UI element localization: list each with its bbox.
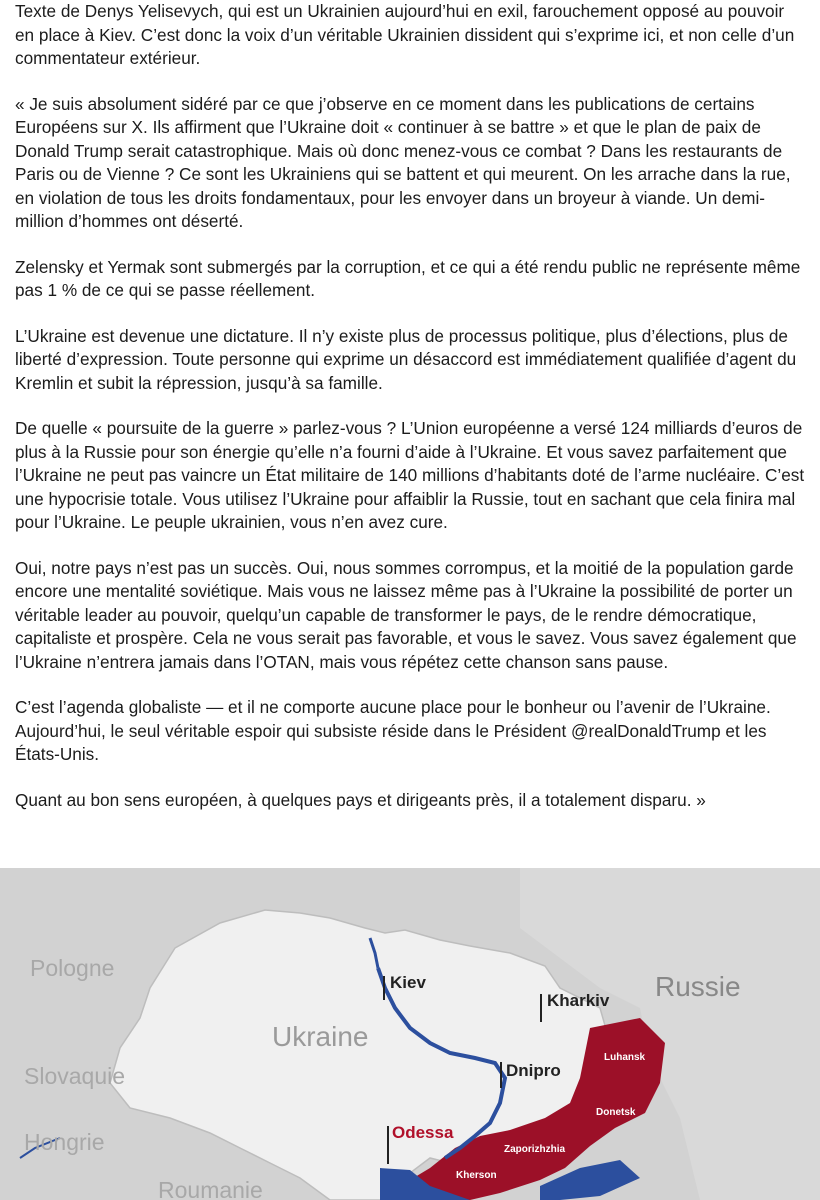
map-svg [0, 868, 820, 1200]
label-hungary: Hongrie [24, 1129, 105, 1155]
post-paragraph-quote-1: « Je suis absolument sidéré par ce que j’observe en ce moment dans les publications de certains Européens sur X. Ils affirment que l’Ukraine doit « continuer à se battre » et que le plan de paix de Donald Trump serait catastrophique. Mais où donc menez-vous ce combat ? Dans les restaurants de Paris ou de Vienne ? Ce sont les Ukrainiens qui se battent et qui meurent. On les arrache dans la rue, en violation de tous les droits fondamentaux, pour les envoyer dans un broyeur à viande. Un demi-million d’hommes ont déserté. [15, 93, 791, 231]
label-romania: Roumanie [158, 1177, 263, 1200]
post-paragraph-quote-2: Zelensky et Yermak sont submergés par la corruption, et ce qui a été rendu public ne représente même pas 1 % de ce qui se passe réellement. [15, 256, 801, 300]
post-paragraph-intro: Texte de Denys Yelisevych, qui est un Ukrainien aujourd’hui en exil, farouchement opposé au pouvoir en place à Kiev. C’est donc la voix d’un véritable Ukrainien dissident qui s’exprime ici, et non celle d’un commentateur extérieur. [15, 1, 795, 68]
label-zaporizhzhia: Zaporizhzhia [504, 1144, 566, 1155]
post-body [15, 0, 805, 834]
post-paragraph-quote-3: L’Ukraine est devenue une dictature. Il n’y existe plus de processus politique, plus d’élections, plus de liberté d’expression. Toute personne qui exprime un désaccord est immédiatement qualifiée d’agent du Kremlin et subit la répression, jusqu’à sa famille. [15, 325, 797, 393]
label-luhansk: Luhansk [604, 1052, 646, 1063]
label-odessa: Odessa [392, 1123, 454, 1142]
label-kyiv: Kiev [390, 973, 426, 992]
label-slovakia: Slovaquie [24, 1063, 126, 1089]
label-ukraine: Ukraine [272, 1021, 369, 1052]
label-dnipro: Dnipro [506, 1061, 561, 1080]
post-paragraph-quote-4: De quelle « poursuite de la guerre » parlez-vous ? L’Union européenne a versé 124 milliards d’euros de plus à la Russie pour son énergie qu’elle n’a fourni d’aide à l’Ukraine. Et vous savez parfaitement que l’Ukraine ne peut pas vaincre un État militaire de 140 millions d’habitants doté de l’arme nucléaire. C’est une hypocrisie totale. Vous utilisez l’Ukraine pour affaiblir la Russie, tout en sachant que cela finira mal pour l’Ukraine. Le peuple ukrainien, vous n’en avez cure. [15, 418, 805, 532]
label-kharkiv: Kharkiv [547, 991, 610, 1010]
ukraine-map-image[interactable] [0, 868, 820, 1200]
label-kherson: Kherson [456, 1170, 497, 1181]
post-paragraph-quote-5: Oui, notre pays n’est pas un succès. Oui, nous sommes corrompus, et la moitié de la population garde encore une mentalité soviétique. Mais vous ne laissez même pas à l’Ukraine la possibilité de porter un véritable leader au pouvoir, quelqu’un capable de transformer le pays, de le rendre démocratique, capitaliste et prospère. Cela ne vous serait pas favorable, et vous le savez. Vous savez également que l’Ukraine n’entrera jamais dans l’OTAN, mais vous répétez cette chanson sans pause. [15, 557, 797, 672]
post-paragraph-quote-6: C’est l’agenda globaliste — et il ne comporte aucune place pour le bonheur ou l’avenir de l’Ukraine. [15, 697, 771, 717]
label-poland: Pologne [30, 955, 115, 981]
label-donetsk: Donetsk [596, 1107, 636, 1118]
label-russia: Russie [655, 971, 741, 1002]
post-paragraph-quote-7: Aujourd’hui, le seul véritable espoir qui subsiste réside dans le Président @realDonaldTrump et les États-Unis. [15, 720, 767, 764]
post-paragraph-quote-8: Quant au bon sens européen, à quelques pays et dirigeants près, il a totalement disparu. » [15, 789, 706, 810]
